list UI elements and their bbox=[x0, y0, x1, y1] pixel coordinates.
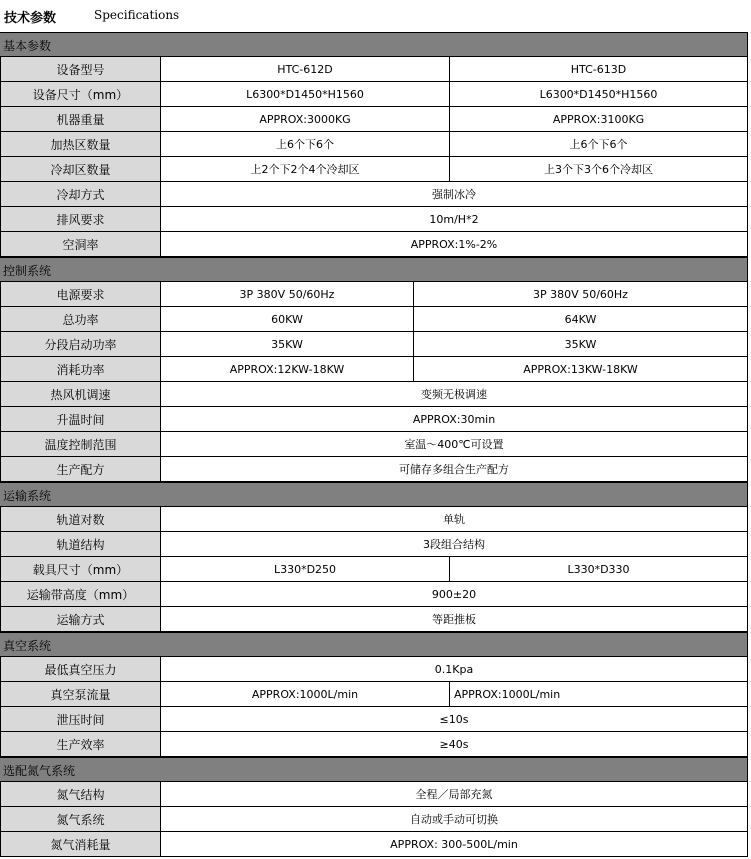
table-row bbox=[0, 682, 748, 707]
value-col2: HTC-613D bbox=[450, 57, 748, 82]
row-label: 泄压时间 bbox=[0, 707, 161, 732]
row-label: 运输方式 bbox=[0, 607, 161, 632]
row-label: 温度控制范围 bbox=[0, 432, 161, 457]
section-header-transport: 运输系统 bbox=[0, 482, 748, 507]
value-merged: 强制冰冷 bbox=[161, 182, 748, 207]
value-col2: 3P 380V 50/60Hz bbox=[414, 282, 748, 307]
table-row bbox=[0, 582, 748, 607]
value-merged: 全程／局部充氮 bbox=[161, 782, 748, 807]
table-row bbox=[0, 107, 748, 132]
value-merged: APPROX:30min bbox=[161, 407, 748, 432]
table-row bbox=[0, 82, 748, 107]
value-col2: APPROX:1000L/min bbox=[450, 682, 748, 707]
value-merged: APPROX: 300-500L/min bbox=[161, 832, 748, 857]
table-row bbox=[0, 432, 748, 457]
row-label: 轨道对数 bbox=[0, 507, 161, 532]
value-merged: 0.1Kpa bbox=[161, 657, 748, 682]
table-row bbox=[0, 307, 748, 332]
table-row bbox=[0, 457, 748, 482]
table-row bbox=[0, 357, 748, 382]
table-row bbox=[0, 332, 748, 357]
table-row bbox=[0, 207, 748, 232]
row-label: 总功率 bbox=[0, 307, 161, 332]
row-label: 设备型号 bbox=[0, 57, 161, 82]
value-col2: 上6个下6个 bbox=[450, 132, 748, 157]
row-label: 真空泵流量 bbox=[0, 682, 161, 707]
title-cn: 技术参数 bbox=[4, 11, 57, 26]
value-col2: 上3个下3个6个冷却区 bbox=[450, 157, 748, 182]
row-label: 电源要求 bbox=[0, 282, 161, 307]
title-en: Specifications bbox=[94, 8, 180, 22]
table-row bbox=[0, 807, 748, 832]
value-col2: APPROX:3100KG bbox=[450, 107, 748, 132]
value-merged: 10m/H*2 bbox=[161, 207, 748, 232]
row-label: 升温时间 bbox=[0, 407, 161, 432]
table-row bbox=[0, 157, 748, 182]
row-label: 氮气结构 bbox=[0, 782, 161, 807]
row-label: 氮气系统 bbox=[0, 807, 161, 832]
row-label: 氮气消耗量 bbox=[0, 832, 161, 857]
row-label: 运输带高度（mm） bbox=[0, 582, 161, 607]
row-label: 分段启动功率 bbox=[0, 332, 161, 357]
value-col1: APPROX:12KW-18KW bbox=[161, 357, 414, 382]
row-label: 生产配方 bbox=[0, 457, 161, 482]
value-col1: 35KW bbox=[161, 332, 414, 357]
value-merged: 3段组合结构 bbox=[161, 532, 748, 557]
row-label: 轨道结构 bbox=[0, 532, 161, 557]
section-header-basic: 基本参数 bbox=[0, 32, 748, 57]
value-col2: 64KW bbox=[414, 307, 748, 332]
value-merged: 单轨 bbox=[161, 507, 748, 532]
row-label: 设备尺寸（mm） bbox=[0, 82, 161, 107]
value-col1: L6300*D1450*H1560 bbox=[161, 82, 450, 107]
value-merged: 自动或手动可切换 bbox=[161, 807, 748, 832]
value-col1: APPROX:1000L/min bbox=[161, 682, 450, 707]
table-row bbox=[0, 282, 748, 307]
row-label: 排风要求 bbox=[0, 207, 161, 232]
table-row bbox=[0, 607, 748, 632]
value-col2: 35KW bbox=[414, 332, 748, 357]
value-merged: 可储存多组合生产配方 bbox=[161, 457, 748, 482]
table-row bbox=[0, 182, 748, 207]
value-col2: L330*D330 bbox=[450, 557, 748, 582]
table-row bbox=[0, 57, 748, 82]
table-row bbox=[0, 657, 748, 682]
table-row bbox=[0, 732, 748, 757]
value-merged: 900±20 bbox=[161, 582, 748, 607]
value-col1: 60KW bbox=[161, 307, 414, 332]
table-row bbox=[0, 382, 748, 407]
table-row bbox=[0, 407, 748, 432]
value-merged: APPROX:1%-2% bbox=[161, 232, 748, 257]
row-label: 空洞率 bbox=[0, 232, 161, 257]
value-col2: APPROX:13KW-18KW bbox=[414, 357, 748, 382]
row-label: 机器重量 bbox=[0, 107, 161, 132]
table-row bbox=[0, 707, 748, 732]
row-label: 载具尺寸（mm） bbox=[0, 557, 161, 582]
value-merged: ≥40s bbox=[161, 732, 748, 757]
row-label: 冷却区数量 bbox=[0, 157, 161, 182]
value-col1: HTC-612D bbox=[161, 57, 450, 82]
table-row bbox=[0, 832, 748, 857]
value-merged: 变频无极调速 bbox=[161, 382, 748, 407]
value-merged: ≤10s bbox=[161, 707, 748, 732]
table-row bbox=[0, 132, 748, 157]
value-merged: 等距推板 bbox=[161, 607, 748, 632]
header bbox=[0, 0, 751, 32]
table-row bbox=[0, 507, 748, 532]
value-col1: APPROX:3000KG bbox=[161, 107, 450, 132]
value-col1: 3P 380V 50/60Hz bbox=[161, 282, 414, 307]
section-header-control: 控制系统 bbox=[0, 257, 748, 282]
row-label: 热风机调速 bbox=[0, 382, 161, 407]
table-row bbox=[0, 782, 748, 807]
row-label: 生产效率 bbox=[0, 732, 161, 757]
row-label: 消耗功率 bbox=[0, 357, 161, 382]
section-header-vacuum: 真空系统 bbox=[0, 632, 748, 657]
value-col1: 上2个下2个4个冷却区 bbox=[161, 157, 450, 182]
table-row bbox=[0, 232, 748, 257]
value-col2: L6300*D1450*H1560 bbox=[450, 82, 748, 107]
table-row bbox=[0, 532, 748, 557]
value-merged: 室温～400℃可设置 bbox=[161, 432, 748, 457]
value-col1: L330*D250 bbox=[161, 557, 450, 582]
row-label: 最低真空压力 bbox=[0, 657, 161, 682]
table-row bbox=[0, 557, 748, 582]
row-label: 加热区数量 bbox=[0, 132, 161, 157]
row-label: 冷却方式 bbox=[0, 182, 161, 207]
value-col1: 上6个下6个 bbox=[161, 132, 450, 157]
section-header-nitrogen: 选配氮气系统 bbox=[0, 757, 748, 782]
